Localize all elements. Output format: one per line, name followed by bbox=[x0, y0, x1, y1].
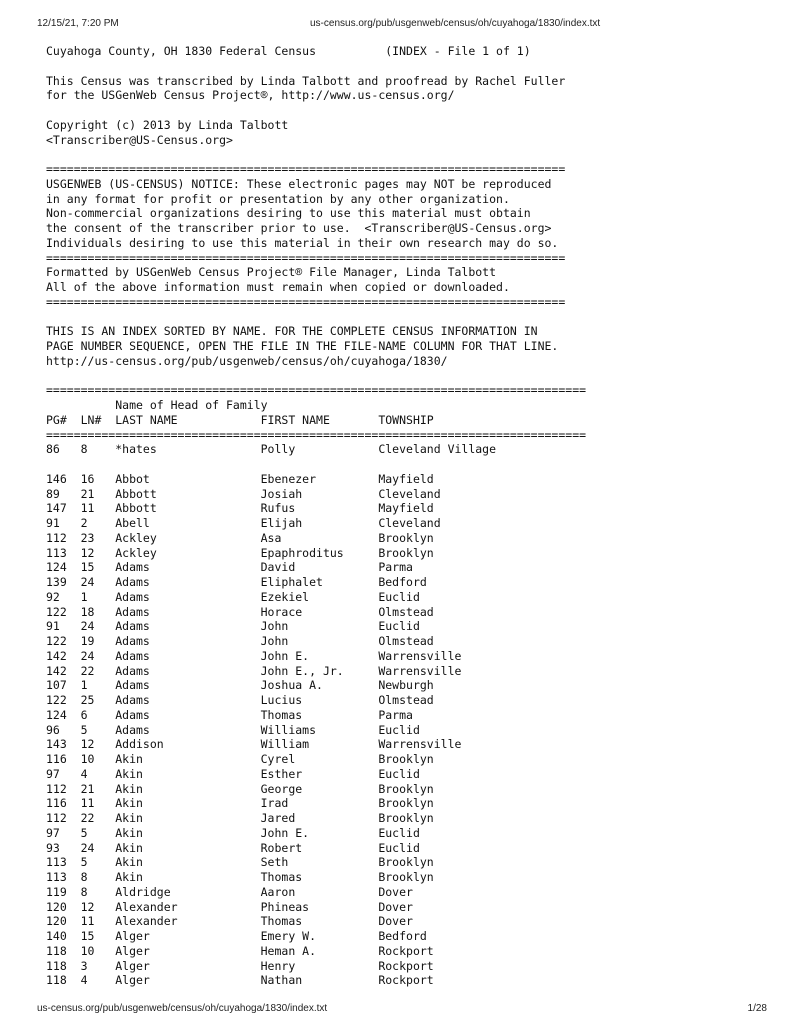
text-line: 118 10 Alger Heman A. Rockport bbox=[46, 943, 434, 958]
text-line: 146 16 Abbot Ebenezer Mayfield bbox=[46, 471, 434, 486]
print-datetime: 12/15/21, 7:20 PM bbox=[37, 18, 119, 29]
text-line: Individuals desiring to use this material in their own research may do so. bbox=[46, 235, 559, 250]
text-line: 113 12 Ackley Epaphroditus Brooklyn bbox=[46, 545, 434, 560]
separator-line: ============================================================================== bbox=[46, 427, 587, 442]
text-line: THIS IS AN INDEX SORTED BY NAME. FOR THE COMPLETE CENSUS INFORMATION IN bbox=[46, 324, 538, 339]
text-line: 92 1 Adams Ezekiel Euclid bbox=[46, 589, 420, 604]
blank-line bbox=[46, 369, 586, 384]
separator-line: ============================================================================== bbox=[46, 383, 587, 398]
text-line: This Census was transcribed by Linda Talbott and proofread by Rachel Fuller bbox=[46, 73, 566, 88]
text-line: for the USGenWeb Census Project®, http://www.us-census.org/ bbox=[46, 88, 455, 103]
text-line: Non-commercial organizations desiring to use this material must obtain bbox=[46, 206, 531, 221]
text-line: 147 11 Abbott Rufus Mayfield bbox=[46, 501, 434, 516]
text-line: 112 23 Ackley Asa Brooklyn bbox=[46, 530, 434, 545]
print-footer-url: us-census.org/pub/usgenweb/census/oh/cuyahoga/1830/index.txt bbox=[37, 1003, 328, 1014]
blank-line bbox=[46, 103, 586, 118]
text-line: <Transcriber@US-Census.org> bbox=[46, 132, 233, 147]
text-line: 122 18 Adams Horace Olmstead bbox=[46, 604, 434, 619]
text-line: Name of Head of Family bbox=[46, 398, 268, 412]
text-line: 113 8 Akin Thomas Brooklyn bbox=[46, 870, 434, 884]
text-line: 112 21 Akin George Brooklyn bbox=[46, 781, 434, 796]
text-line: Formatted by USGenWeb Census Project® File Manager, Linda Talbott bbox=[46, 265, 497, 280]
text-line: 96 5 Adams Williams Euclid bbox=[46, 722, 420, 737]
separator-line: =========================================================================== bbox=[46, 294, 566, 309]
text-line: Copyright (c) 2013 by Linda Talbott bbox=[46, 117, 289, 132]
text-line: 91 2 Abell Elijah Cleveland bbox=[46, 516, 441, 530]
text-line: 143 12 Addison William Warrensville bbox=[46, 737, 462, 752]
separator-line: =========================================================================== bbox=[46, 162, 566, 176]
text-line: 89 21 Abbott Josiah Cleveland bbox=[46, 486, 441, 501]
text-line: the consent of the transcriber prior to use. <Transcriber@US-Census.org> bbox=[46, 221, 552, 235]
text-line: 119 8 Aldridge Aaron Dover bbox=[46, 884, 413, 899]
print-header-url: us-census.org/pub/usgenweb/census/oh/cuyahoga/1830/index.txt bbox=[310, 18, 601, 29]
text-line: 107 1 Adams Joshua A. Newburgh bbox=[46, 678, 434, 693]
text-line: 142 24 Adams John E. Warrensville bbox=[46, 648, 462, 663]
text-line: 113 5 Akin Seth Brooklyn bbox=[46, 855, 434, 870]
text-line: 139 24 Adams Eliphalet Bedford bbox=[46, 575, 427, 589]
page-number: 1/28 bbox=[747, 1003, 767, 1014]
text-line: PG# LN# LAST NAME FIRST NAME TOWNSHIP bbox=[46, 412, 434, 427]
text-line: Cuyahoga County, OH 1830 Federal Census (INDEX - File 1 of 1) bbox=[46, 44, 531, 58]
text-line: 140 15 Alger Emery W. Bedford bbox=[46, 929, 427, 943]
blank-line bbox=[46, 59, 586, 74]
text-line: 118 3 Alger Henry Rockport bbox=[46, 958, 434, 973]
blank-line bbox=[46, 147, 586, 162]
text-line: 116 11 Akin Irad Brooklyn bbox=[46, 796, 434, 811]
text-line: in any format for profit or presentation by any other organization. bbox=[46, 191, 510, 206]
text-line: 120 12 Alexander Phineas Dover bbox=[46, 899, 413, 914]
blank-line bbox=[46, 457, 586, 472]
document-text bbox=[46, 44, 586, 988]
text-line: 124 6 Adams Thomas Parma bbox=[46, 707, 413, 722]
text-line: 112 22 Akin Jared Brooklyn bbox=[46, 811, 434, 825]
text-line: 97 4 Akin Esther Euclid bbox=[46, 766, 420, 781]
text-line: 91 24 Adams John Euclid bbox=[46, 619, 420, 634]
text-line: 124 15 Adams David Parma bbox=[46, 560, 413, 575]
text-line: 122 25 Adams Lucius Olmstead bbox=[46, 693, 434, 707]
text-line: 116 10 Akin Cyrel Brooklyn bbox=[46, 752, 434, 766]
blank-line bbox=[46, 310, 586, 325]
text-line: 86 8 *hates Polly Cleveland Village bbox=[46, 442, 497, 457]
text-line: 118 4 Alger Nathan Rockport bbox=[46, 973, 434, 988]
text-line: PAGE NUMBER SEQUENCE, OPEN THE FILE IN THE FILE-NAME COLUMN FOR THAT LINE. bbox=[46, 339, 559, 353]
text-line: 122 19 Adams John Olmstead bbox=[46, 634, 434, 648]
text-line: http://us-census.org/pub/usgenweb/census/oh/cuyahoga/1830/ bbox=[46, 353, 448, 368]
text-line: 97 5 Akin John E. Euclid bbox=[46, 825, 420, 840]
text-line: 142 22 Adams John E., Jr. Warrensville bbox=[46, 663, 462, 678]
text-line: 120 11 Alexander Thomas Dover bbox=[46, 914, 413, 929]
text-line: USGENWEB (US-CENSUS) NOTICE: These electronic pages may NOT be reproduced bbox=[46, 176, 552, 191]
text-line: All of the above information must remain when copied or downloaded. bbox=[46, 280, 510, 294]
separator-line: =========================================================================== bbox=[46, 250, 566, 265]
text-line: 93 24 Akin Robert Euclid bbox=[46, 840, 420, 855]
